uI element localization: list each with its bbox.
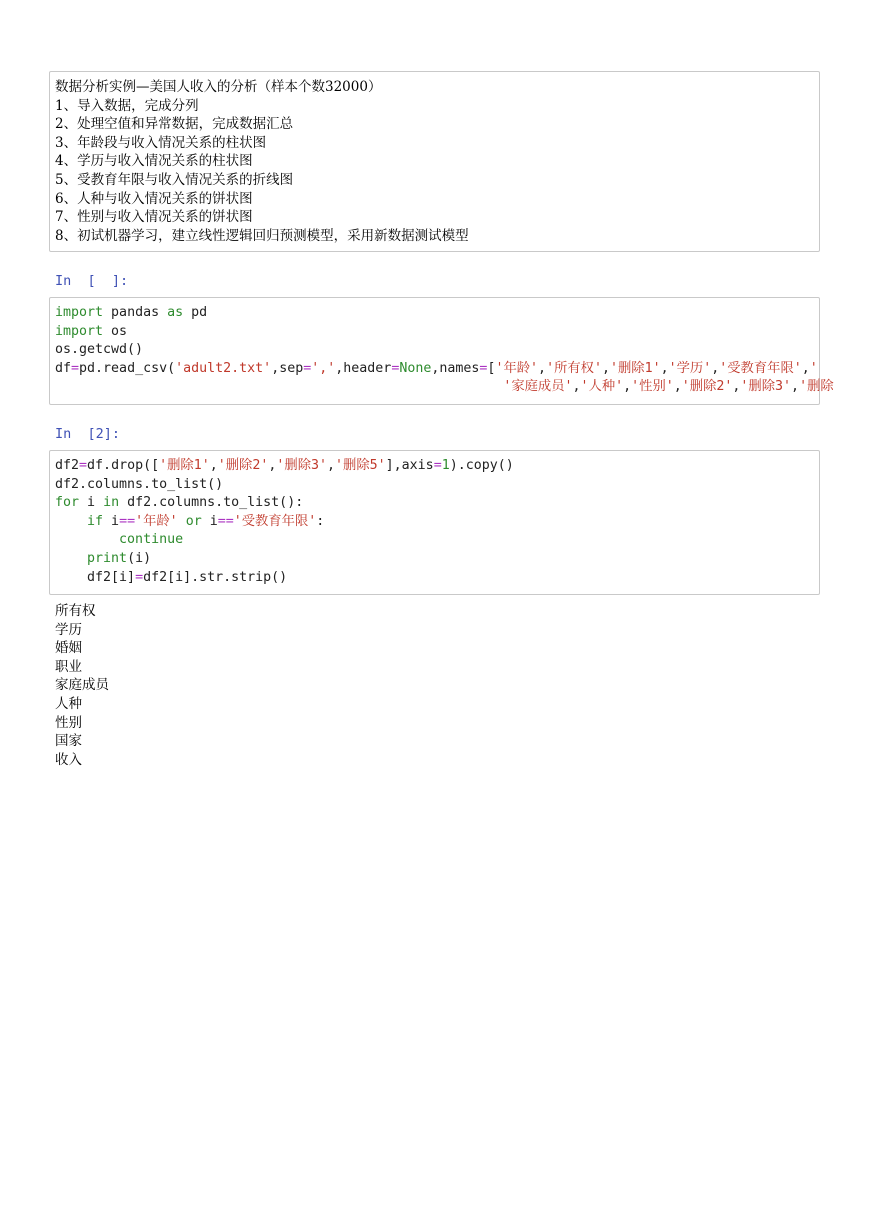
code-token: [	[487, 360, 496, 376]
code-token	[178, 514, 186, 529]
code-token: :	[316, 513, 325, 529]
output-line: 国家	[55, 733, 82, 750]
output-line: 所有权	[55, 603, 96, 619]
code-token: ==	[217, 513, 234, 529]
code-token: '删除	[799, 379, 834, 395]
code-token: ,header	[335, 360, 392, 376]
code-token: ','	[311, 360, 336, 376]
code-token: '所有权'	[546, 360, 602, 376]
code-token: import	[55, 323, 104, 339]
code-token: df.drop([	[87, 458, 160, 473]
code-token: os	[103, 323, 128, 339]
code-token: =	[391, 360, 400, 376]
code-token: ,sep	[271, 360, 304, 376]
code-token: '	[809, 360, 818, 376]
code-token: if	[87, 513, 104, 529]
code-token: '删除2'	[217, 458, 269, 473]
code-token: =	[303, 360, 312, 376]
code-editor-2[interactable]	[55, 457, 819, 587]
cell1-prompt: In [ ]:	[55, 273, 129, 289]
code-token: df2[i]	[55, 569, 136, 585]
code-token: =	[433, 458, 442, 473]
code-token: df2.columns.to_list()	[55, 476, 224, 492]
markdown-line: 5、受教育年限与收入情况关系的折线图	[55, 171, 294, 188]
code-token: ,	[209, 458, 218, 473]
code-token: '年龄'	[495, 360, 539, 376]
code-token: df2.columns.to_list():	[119, 495, 304, 511]
code-token: ,	[623, 379, 632, 395]
code-token: 1	[441, 458, 450, 473]
markdown-line: 6、人种与收入情况关系的饼状图	[55, 190, 253, 207]
markdown-line: 数据分析实例—美国人收入的分析（样本个数32000）	[55, 79, 382, 95]
code-line	[55, 457, 819, 476]
markdown-cell[interactable]	[49, 71, 820, 252]
code-token: '删除3'	[740, 379, 792, 395]
markdown-line: 8、初试机器学习，建立线性逻辑回归预测模型，采用新数据测试模型	[55, 227, 469, 244]
code-token: ,names	[431, 360, 480, 376]
code-token	[55, 551, 87, 566]
code-line	[55, 569, 819, 588]
output-line: 学历	[55, 621, 82, 638]
code-token: '家庭成员'	[503, 379, 573, 395]
markdown-line: 1、导入数据，完成分列	[55, 97, 199, 114]
code-token: pd	[183, 305, 208, 320]
code-token: df2	[55, 458, 80, 473]
output-line: 收入	[55, 751, 82, 768]
code-token: ,	[601, 360, 610, 376]
code-token: '删除1'	[159, 458, 210, 473]
code-line	[55, 550, 819, 569]
code-line	[55, 531, 819, 550]
code-token	[55, 379, 503, 394]
code-cell-2[interactable]	[49, 450, 820, 595]
code-token: ,	[711, 360, 720, 376]
cell-output	[55, 602, 109, 769]
code-token: in	[103, 495, 120, 511]
code-line	[55, 494, 819, 513]
code-line	[55, 304, 819, 323]
code-token	[55, 532, 119, 547]
code-token: ,	[660, 360, 669, 376]
output-line: 职业	[55, 658, 82, 675]
code-token: pandas	[103, 305, 168, 320]
code-token: os.getcwd()	[55, 342, 144, 358]
markdown-line: 7、性别与收入情况关系的饼状图	[55, 209, 253, 226]
code-token: ],axis	[385, 458, 434, 473]
code-token: '删除2'	[681, 379, 733, 395]
code-token: i	[201, 513, 218, 529]
code-token: for	[55, 495, 80, 511]
code-token: ,	[268, 458, 277, 473]
code-line	[55, 341, 819, 360]
markdown-line: 3、年龄段与收入情况关系的柱状图	[55, 134, 267, 151]
code-token: continue	[119, 532, 184, 548]
code-token: =	[135, 569, 144, 585]
code-editor-1[interactable]	[55, 304, 834, 397]
markdown-line: 2、处理空值和异常数据，完成数据汇总	[55, 116, 294, 133]
code-token: =	[79, 458, 88, 473]
code-cell-1[interactable]	[49, 297, 834, 405]
code-token: as	[167, 305, 184, 320]
code-token: ,	[801, 360, 810, 376]
code-token: ==	[119, 513, 136, 529]
code-token: '年龄'	[135, 513, 178, 529]
code-token: '删除5'	[335, 458, 386, 473]
code-token: '性别'	[631, 379, 674, 395]
code-token: ,	[732, 379, 741, 395]
code-line	[55, 378, 834, 397]
code-token: df	[55, 360, 72, 376]
code-token: '删除3'	[276, 458, 328, 473]
code-token: print	[87, 550, 128, 566]
code-token: ,	[538, 360, 547, 376]
code-line	[55, 360, 819, 379]
code-line	[55, 323, 819, 342]
cell2-prompt: In [2]:	[55, 426, 121, 442]
code-token: =	[71, 360, 80, 376]
code-token: pd.read_csv(	[79, 360, 176, 376]
code-token: '人种'	[580, 379, 624, 395]
code-token: (i)	[127, 550, 152, 566]
code-token: ,	[673, 379, 682, 395]
code-token: '受教育年限'	[233, 513, 317, 529]
markdown-text	[55, 78, 819, 245]
code-token: df2[i].str.strip()	[143, 569, 288, 585]
code-token: i	[79, 495, 104, 511]
code-token: ,	[572, 379, 581, 395]
output-line: 家庭成员	[55, 677, 109, 694]
output-line: 人种	[55, 695, 82, 712]
code-token: import	[55, 305, 104, 320]
output-line: 婚姻	[55, 640, 82, 657]
code-token: '受教育年限'	[719, 360, 802, 376]
code-token: '删除1'	[609, 360, 661, 376]
output-line: 性别	[55, 714, 82, 731]
markdown-line: 4、学历与收入情况关系的柱状图	[55, 153, 253, 170]
code-token: i	[103, 513, 120, 529]
code-token	[55, 514, 87, 529]
code-token: ,	[327, 458, 336, 473]
code-token: =	[479, 360, 488, 376]
code-token: None	[399, 360, 432, 376]
code-line	[55, 476, 819, 495]
code-token: ,	[791, 379, 800, 395]
code-token: ).copy()	[449, 458, 514, 473]
code-token: or	[185, 513, 202, 529]
code-line	[55, 513, 819, 532]
code-token: 'adult2.txt'	[175, 360, 272, 376]
code-token: '学历'	[668, 360, 712, 376]
